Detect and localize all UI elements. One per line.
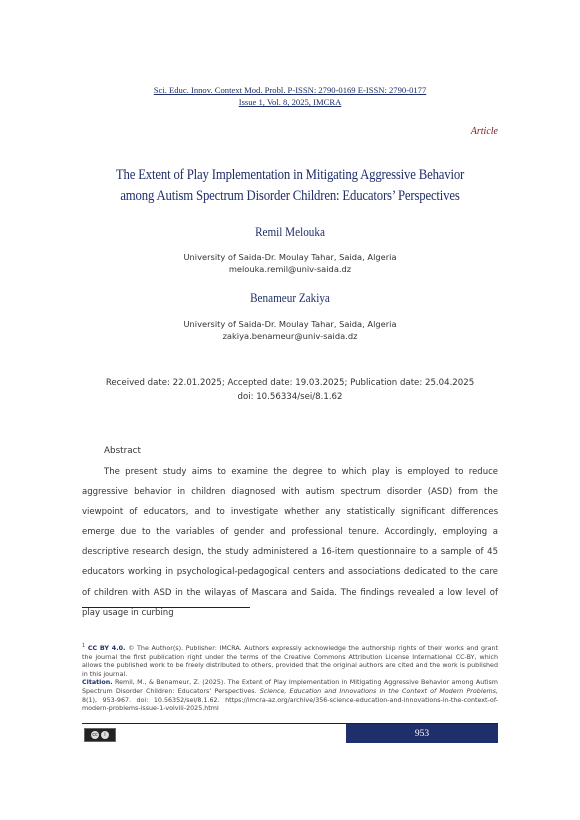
article-type-label: Article <box>470 126 498 137</box>
dates-line: Received date: 22.01.2025; Accepted date: 19.03.2025; Publication date: 25.04.2025 <box>105 378 475 388</box>
author-name-1: Remil Melouka <box>255 224 325 239</box>
license-label: CC BY 4.0. <box>87 645 126 653</box>
citation-footnote <box>82 679 498 713</box>
citation-text-1: Remil, M., & Benameur, Z. (2025). The Extent of Play Implementation in Mitigating Aggressive Behavior among Autism Spectrum Disorder Children: Educators’ Perspectives. <box>82 679 498 696</box>
journal-info-link[interactable]: Sci. Educ. Innov. Context Mod. Probl. P-ISSN: 2790-0169 E-ISSN: 2790-0177 <box>153 85 427 95</box>
author-email-2[interactable]: zakiya.benameur@univ-saida.dz <box>222 330 358 341</box>
abstract-heading: Abstract <box>104 446 141 456</box>
issue-info-link[interactable]: Issue 1, Vol. 8, 2025, IMCRA <box>238 97 342 107</box>
footnote-marker: 1 <box>82 643 86 649</box>
author-name-2: Benameur Zakiya <box>250 290 330 305</box>
cc-icon: cc <box>92 732 98 738</box>
journal-header <box>0 84 580 108</box>
footnote-divider <box>82 607 250 608</box>
attribution-icon: i <box>101 731 109 739</box>
paper-title: The Extent of Play Implementation in Mitigating Aggressive Behavior among Autism Spectrum Disorder Children: Educators’ Perspectives <box>115 167 465 204</box>
author-affiliation-1 <box>0 252 580 275</box>
author-email-1[interactable]: melouka.remil@univ-saida.dz <box>228 263 352 274</box>
citation-text-2[interactable]: 8(1), 953-967. doi: 10.56352/sei/8.1.62. https://imcra-az.org/archive/356-science-education-and-innovations-in-the-context-of-modern-problems-issue-1-volviii-2025.html <box>82 696 498 713</box>
cc-by-license-icon[interactable] <box>84 728 116 742</box>
citation-journal: Science, Education and Innovations in the Context of Modern Problems, <box>259 688 498 696</box>
publication-dates <box>0 376 580 404</box>
license-footnote <box>82 642 498 679</box>
affiliation-text-1: University of Saida-Dr. Moulay Tahar, Saida, Algeria <box>183 252 397 262</box>
license-text: © The Author(s). Publisher: IMCRA. Authors expressly acknowledge the authorship rights of their works and grant the journal the first publication right under the terms of the Creative Commons Attribution License International CC-BY, which allows the published work to be freely distributed to others, provided that the original authors are cited and the work is published in this journal. <box>82 645 498 678</box>
doi-line[interactable]: doi: 10.56334/sei/8.1.62 <box>237 392 343 402</box>
affiliation-text-2: University of Saida-Dr. Moulay Tahar, Saida, Algeria <box>183 319 397 329</box>
footnotes <box>82 642 498 714</box>
abstract-text: The present study aims to examine the degree to which play is employed to reduce aggressive behavior in children diagnosed with autism spectrum disorder (ASD) from the viewpoint of educators, and to investigate whether any statistically significant differences emerge due to the variables of gender and professional tenure. Accordingly, employing a descriptive research design, the study administered a 16-item questionnaire to a sample of 45 educators working in psychological-pedagogical centers and associations dedicated to the care of children with ASD in the wilayas of Mascara and Saida. The findings revealed a low level of play usage in curbing <box>82 467 498 618</box>
citation-label: Citation. <box>82 679 113 687</box>
page-number: 953 <box>346 724 498 743</box>
author-affiliation-2 <box>0 319 580 342</box>
